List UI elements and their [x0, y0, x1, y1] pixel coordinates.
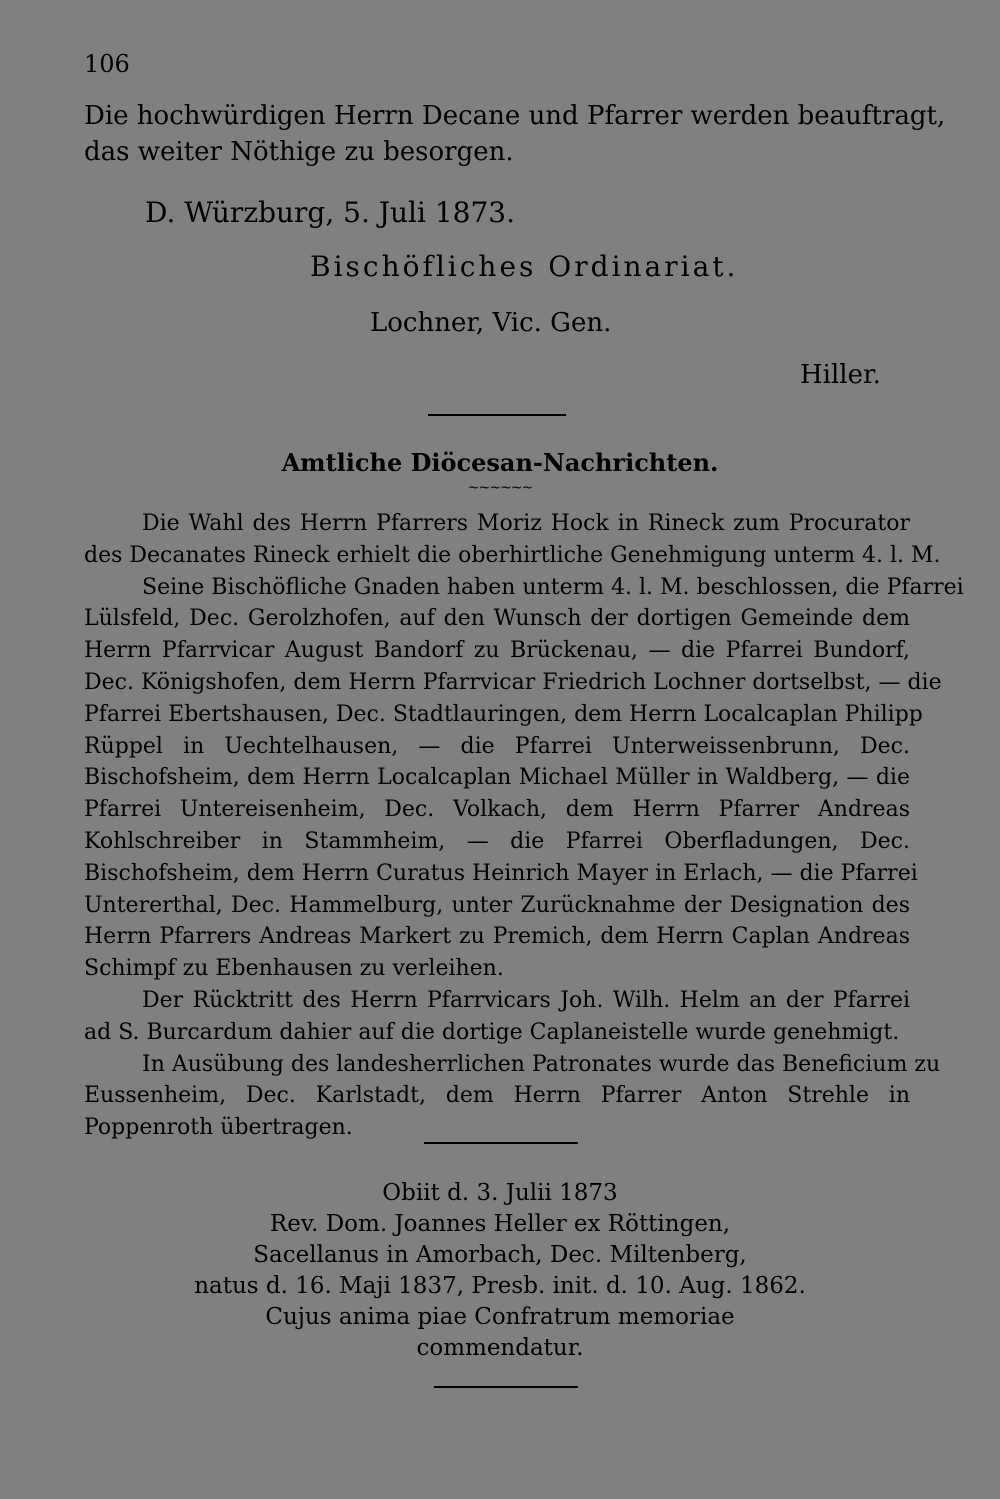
divider-rule: [434, 1386, 578, 1388]
text-line: Dec. Königshofen, dem Herrn Pfarrvicar Friedrich Lochner dortselbst, — die: [84, 669, 942, 695]
text-line: Lülsfeld, Dec. Gerolzhofen, auf den Wunsch der dortigen Gemeinde dem: [84, 606, 910, 632]
text-line: Die Wahl des Herrn Pfarrers Moriz Hock in Rineck zum Procurator: [142, 511, 910, 536]
obituary-notice: [0, 1178, 1000, 1364]
intro-line: das weiter Nöthige zu besorgen.: [84, 137, 514, 167]
text-line: des Decanates Rineck erhielt die oberhirtliche Genehmigung unterm 4. l. M.: [84, 542, 941, 568]
text-line: Herrn Pfarrers Andreas Markert zu Premich, dem Herrn Caplan Andreas: [84, 924, 910, 950]
obituary-line: Cujus anima piae Confratrum memoriae: [265, 1304, 735, 1330]
obituary-line: Obiit d. 3. Julii 1873: [382, 1180, 618, 1206]
signatory-secretary: Hiller.: [800, 360, 881, 390]
news-paragraph: [84, 985, 910, 1049]
text-line: ad S. Burcardum dahier auf die dortige Caplaneistelle wurde genehmigt.: [84, 1019, 900, 1045]
signatory-vicar-general: Lochner, Vic. Gen.: [370, 308, 612, 338]
text-line: Kohlschreiber in Stammheim, — die Pfarrei Oberfladungen, Dec.: [84, 828, 910, 854]
page-number: 106: [84, 50, 130, 78]
text-line: Schimpf zu Ebenhausen zu verleihen.: [84, 956, 504, 982]
text-line: Pfarrei Ebertshausen, Dec. Stadtlauringen, dem Herrn Localcaplan Philipp: [84, 701, 923, 727]
text-line: Der Rücktritt des Herrn Pfarrvicars Joh. Wilh. Helm an der Pfarrei: [142, 987, 910, 1013]
news-paragraph: [84, 1049, 941, 1144]
text-line: Untererthal, Dec. Hammelburg, unter Zurücknahme der Designation des: [84, 892, 910, 918]
text-line: Poppenroth übertragen.: [84, 1115, 353, 1141]
text-line: Bischofsheim, dem Herrn Curatus Heinrich Mayer in Erlach, — die Pfarrei: [84, 860, 918, 886]
text-line: Rüppel in Uechtelhausen, — die Pfarrei Unterweissenbrunn, Dec.: [84, 733, 910, 759]
obituary-line: Rev. Dom. Joannes Heller ex Röttingen,: [269, 1211, 731, 1237]
divider-rule: [424, 1142, 578, 1144]
divider-rule: [428, 414, 566, 416]
dateline: D. Würzburg, 5. Juli 1873.: [145, 196, 515, 229]
news-paragraph: [84, 572, 964, 985]
intro-text: [84, 98, 946, 170]
obituary-line: natus d. 16. Maji 1837, Presb. init. d. 10. Aug. 1862.: [194, 1273, 806, 1299]
section-heading: Amtliche Diöcesan-Nachrichten.: [281, 448, 719, 477]
obituary-line: Sacellanus in Amorbach, Dec. Miltenberg,: [253, 1242, 747, 1268]
text-line: Bischofsheim, dem Herrn Localcaplan Michael Müller in Waldberg, — die: [84, 765, 910, 791]
news-paragraph: [84, 508, 941, 572]
text-line: Herrn Pfarrvicar August Bandorf zu Brückenau, — die Pfarrei Bundorf,: [84, 638, 910, 664]
heading-ornament: ~~~~~~: [467, 480, 533, 496]
issuer: Bischöfliches Ordinariat.: [310, 250, 739, 283]
text-line: Seine Bischöfliche Gnaden haben unterm 4. l. M. beschlossen, die Pfarrei: [142, 574, 964, 600]
text-line: Eussenheim, Dec. Karlstadt, dem Herrn Pfarrer Anton Strehle in: [84, 1083, 910, 1109]
obituary-line: commendatur.: [416, 1335, 584, 1361]
intro-line: Die hochwürdigen Herrn Decane und Pfarrer werden beauftragt,: [84, 101, 946, 131]
news-body: [84, 508, 964, 1144]
text-line: In Ausübung des landesherrlichen Patronates wurde das Beneficium zu: [142, 1051, 941, 1077]
text-line: Pfarrei Untereisenheim, Dec. Volkach, dem Herrn Pfarrer Andreas: [84, 797, 910, 823]
